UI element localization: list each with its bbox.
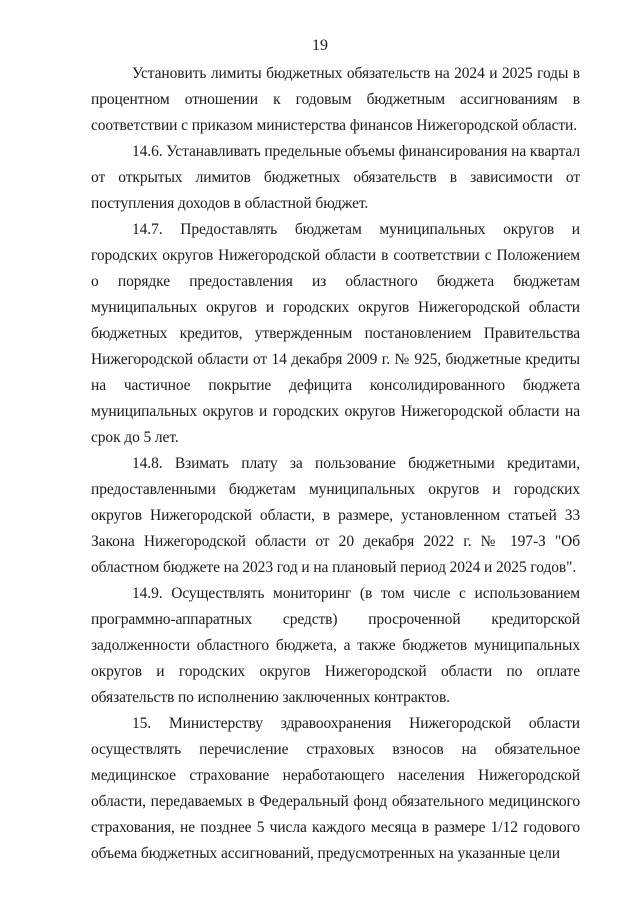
- page-number: 19: [312, 37, 328, 54]
- document-body: [91, 61, 580, 867]
- paragraph-14-9: 14.9. Осуществлять мониторинг (в том числе с использованием программно-аппаратных средств) просроченной кредиторской задолженности областного бюджета, а также бюджетов муниципальных округов и городских округов Нижегородской области по оплате обязательств по исполнению заключенных контрактов.: [91, 585, 580, 706]
- paragraph-limits-2024-2025: Установить лимиты бюджетных обязательств на 2024 и 2025 годы в процентном отношении к годовым бюджетным ассигнованиям в соответствии с приказом министерства финансов Нижегородской области.: [91, 65, 580, 134]
- paragraph-14-8: 14.8. Взимать плату за пользование бюджетными кредитами, предоставленными бюджетам муниципальных округов и городских округов Нижегородской области, в размере, установленном статьей 33 Закона Нижегородской области от 20 декабря 2022 г. № 197-З "Об областном бюджете на 2023 год и на плановый период 2024 и 2025 годов".: [91, 455, 580, 576]
- paragraph-15: 15. Министерству здравоохранения Нижегородской области осуществлять перечисление страховых взносов на обязательное медицинское страхование неработающего населения Нижегородской области, передаваемых в Федеральный фонд обязательного медицинского страхования, не позднее 5 числа каждого месяца в размере 1/12 годового объема бюджетных ассигнований, предусмотренных на указанные цели: [91, 715, 580, 862]
- paragraph-14-6: 14.6. Устанавливать предельные объемы финансирования на квартал от открытых лимитов бюджетных обязательств в зависимости от поступления доходов в областной бюджет.: [91, 143, 580, 212]
- paragraph-14-7: 14.7. Предоставлять бюджетам муниципальных округов и городских округов Нижегородской области в соответствии с Положением о порядке предоставления из областного бюджета бюджетам муниципальных округов и городских округов Нижегородской области бюджетных кредитов, утвержденным постановлением Правительства Нижегородской области от 14 декабря 2009 г. № 925, бюджетные кредиты на частичное покрытие дефицита консолидированного бюджета муниципальных округов и городских округов Нижегородской области на срок до 5 лет.: [91, 221, 580, 446]
